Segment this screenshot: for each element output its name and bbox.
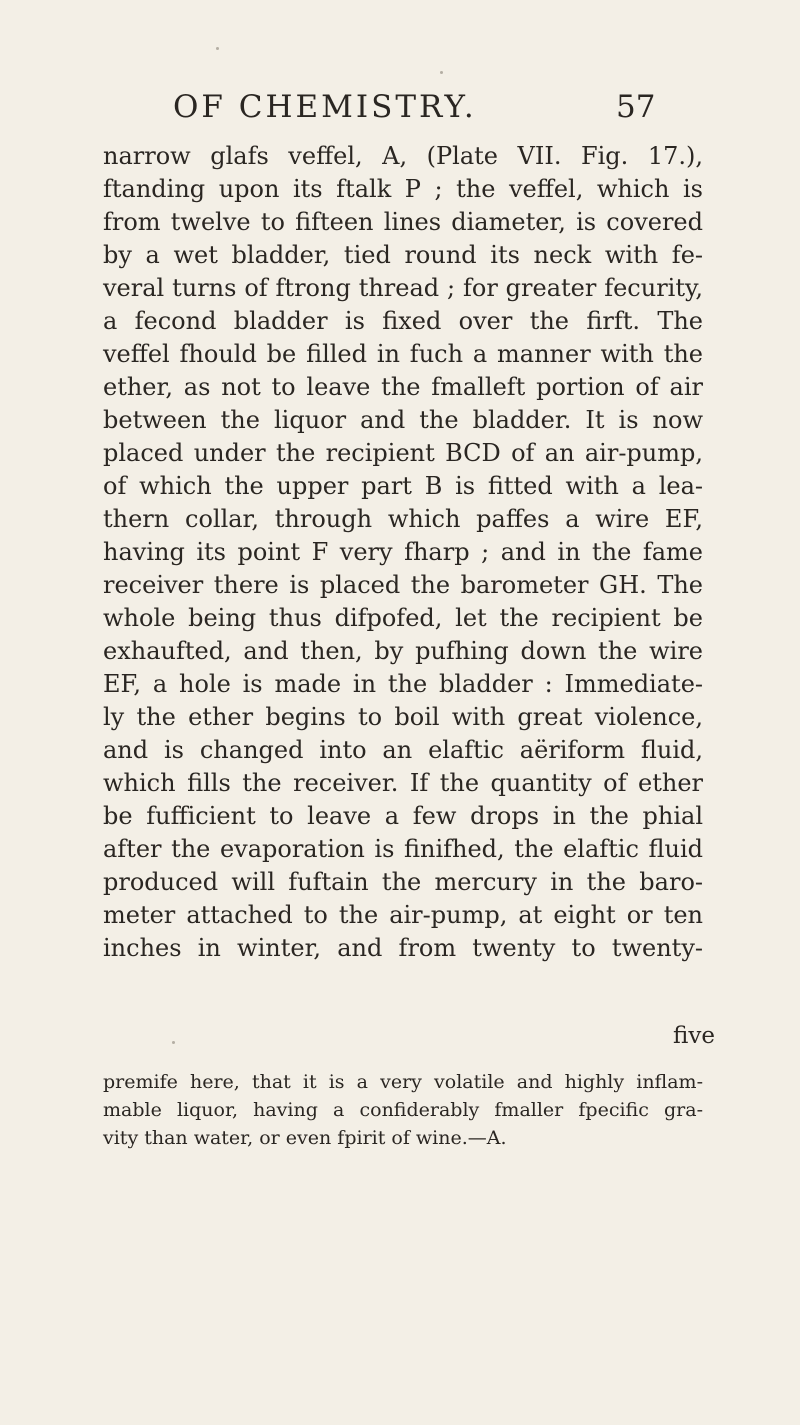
body-line: veral turns of ftrong thread ; for greater fecurity, bbox=[103, 274, 703, 302]
body-line: ftanding upon its ftalk P ; the veffel, which is bbox=[103, 175, 703, 203]
paper-speck bbox=[172, 1041, 175, 1044]
body-line: and is changed into an elaftic aëriform fluid, bbox=[103, 736, 703, 764]
body-line: whole being thus difpofed, let the recipient be bbox=[103, 604, 703, 632]
body-line: inches in winter, and from twenty to twenty- bbox=[103, 934, 703, 962]
running-head bbox=[173, 83, 656, 131]
body-line: ether, as not to leave the fmalleft portion of air bbox=[103, 373, 703, 401]
body-line: of which the upper part B is fitted with a lea- bbox=[103, 472, 703, 500]
body-line: from twelve to fifteen lines diameter, is covered bbox=[103, 208, 703, 236]
body-line: ly the ether begins to boil with great violence, bbox=[103, 703, 703, 731]
body-line: by a wet bladder, tied round its neck with fe- bbox=[103, 241, 703, 269]
body-line: after the evaporation is finifhed, the elaftic fluid bbox=[103, 835, 703, 863]
page-number: 57 bbox=[616, 89, 656, 125]
body-line: which fills the receiver. If the quantity of ether bbox=[103, 769, 703, 797]
body-text bbox=[103, 140, 703, 965]
body-line: narrow glafs veffel, A, (Plate VII. Fig. 17.), bbox=[103, 142, 703, 170]
footnote bbox=[103, 1068, 703, 1152]
body-line: meter attached to the air-pump, at eight or ten bbox=[103, 901, 703, 929]
catchword: five bbox=[673, 1023, 715, 1049]
body-line: veffel fhould be filled in fuch a manner with the bbox=[103, 340, 703, 368]
footnote-line: premife here, that it is a very volatile and highly inflam- bbox=[103, 1071, 703, 1093]
body-line: receiver there is placed the barometer GH. The bbox=[103, 571, 703, 599]
footnote-line: mable liquor, having a confiderably fmaller fpecific gra- bbox=[103, 1099, 703, 1121]
body-line: thern collar, through which paffes a wire EF, bbox=[103, 505, 703, 533]
body-line: having its point F very fharp ; and in the fame bbox=[103, 538, 703, 566]
footnote-line: vity than water, or even fpirit of wine.—A. bbox=[103, 1127, 507, 1149]
body-line: EF, a hole is made in the bladder : Immediate- bbox=[103, 670, 703, 698]
running-title: OF CHEMISTRY. bbox=[173, 89, 477, 125]
body-line: between the liquor and the bladder. It is now bbox=[103, 406, 703, 434]
paper-speck bbox=[216, 47, 219, 50]
body-line: be fufficient to leave a few drops in the phial bbox=[103, 802, 703, 830]
body-line: exhaufted, and then, by pufhing down the wire bbox=[103, 637, 703, 665]
body-line: a fecond bladder is fixed over the firft. The bbox=[103, 307, 703, 335]
body-line: placed under the recipient BCD of an air-pump, bbox=[103, 439, 703, 467]
paper-speck bbox=[440, 71, 443, 74]
body-line: produced will fuftain the mercury in the baro- bbox=[103, 868, 703, 896]
